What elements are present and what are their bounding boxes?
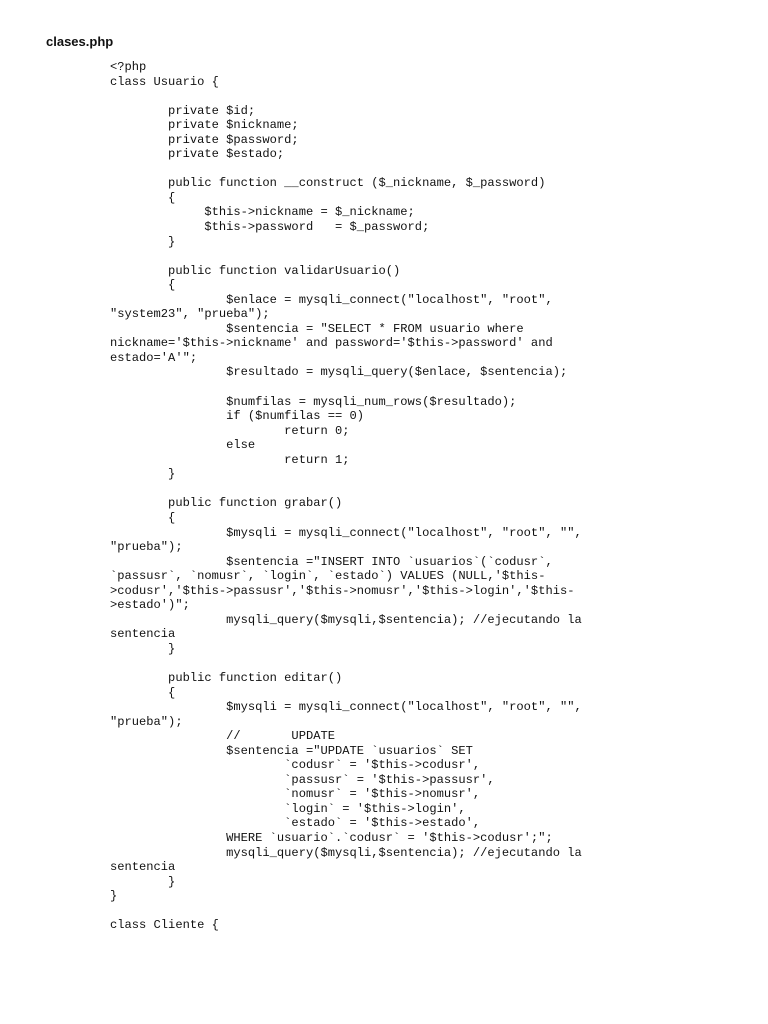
document-title: clases.php [46,34,114,49]
code-listing: <?php class Usuario { private $id; private $nickname; private $password; private $estado; public function __construct ($_nickname, $_password) { $this->nickname = $_nickname; $this->password = $_password; } public function validarUsuario() { $enlace = mysqli_connect("localhost", "root", "system23", "prueba"); $sentencia = "SELECT * FROM usuario where nickname='$this->nickname' and password='$this->password' and estado='A'"; $resultado = mysqli_query($enlace, $sentencia); $numfilas = mysqli_num_rows($resultado); if ($numfilas == 0) return 0; else return 1; } public function grabar() { $mysqli = mysqli_connect("localhost", "root", "", "prueba"); $sentencia ="INSERT INTO `usuarios`(`codusr`, `passusr`, `nomusr`, `login`, `estado`) VALUES (NULL,'$this- >codusr','$this->passusr','$this->nomusr','$this->login','$this- >estado')"; mysqli_query($mysqli,$sentencia); //ejecutando la sentencia } public function editar() { $mysqli = mysqli_connect("localhost", "root", "", "prueba"); // UPDATE $sentencia ="UPDATE `usuarios` SET `codusr` = '$this->codusr', `passusr` = '$this->passusr', `nomusr` = '$this->nomusr', `login` = '$this->login', `estado` = '$this->estado', WHERE `usuario`.`codusr` = '$this->codusr';"; mysqli_query($mysqli,$sentencia); //ejecutando la sentencia } } class Cliente { [110,60,582,933]
